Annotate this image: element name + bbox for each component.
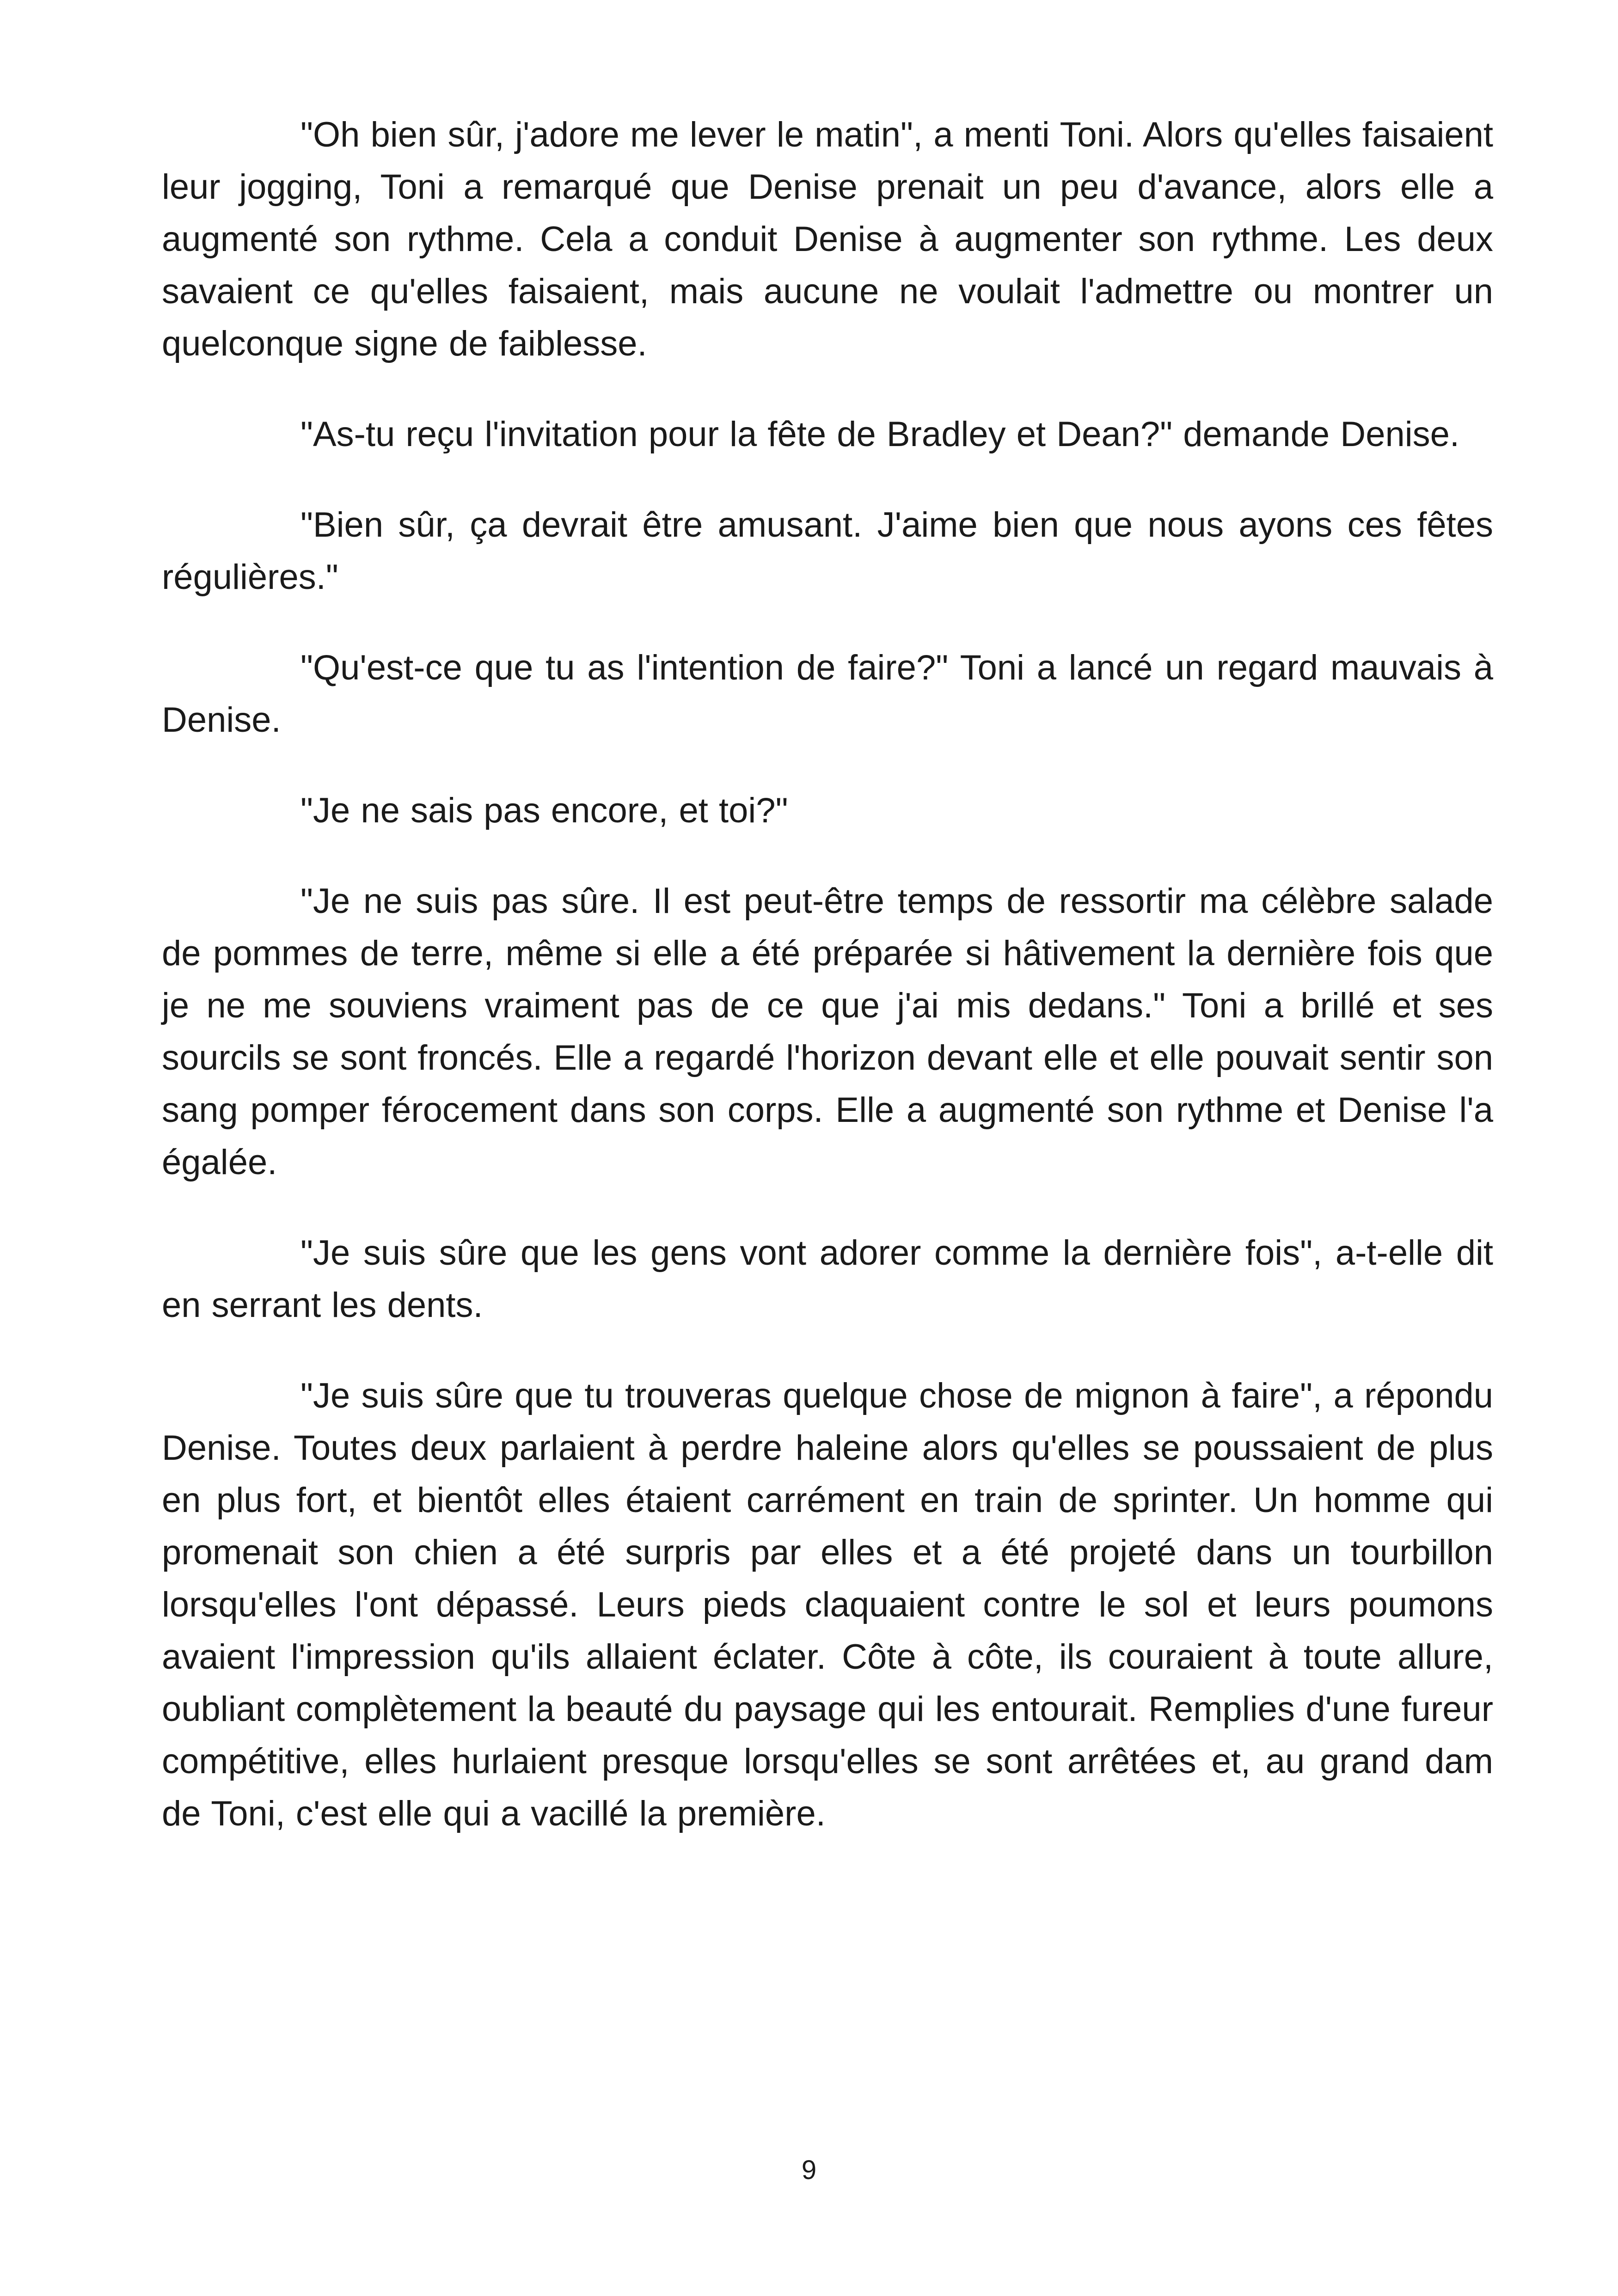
paragraph-5: "Je ne sais pas encore, et toi?"	[300, 791, 788, 830]
page-number: 9	[801, 2155, 817, 2185]
paragraph-7: "Je suis sûre que les gens vont adorer comme la dernière fois", a-t-elle dit en serrant les dents.	[162, 1233, 1493, 1325]
paragraph-8: "Je suis sûre que tu trouveras quelque chose de mignon à faire", a répondu Denise. Toutes deux parlaient à perdre haleine alors qu'elles se poussaient de plus en plus fort, et bientôt elles étaient carrément en train de sprinter. Un homme qui promenait son chien a été surpris par elles et a été projeté dans un tourbillon lorsqu'elles l'ont dépassé. Leurs pieds claquaient contre le sol et leurs poumons avaient l'impression qu'ils allaient éclater. Côte à côte, ils couraient à toute allure, oubliant complètement la beauté du paysage qui les entourait. Remplies d'une fureur compétitive, elles hurlaient presque lorsqu'elles se sont arrêtées et, au grand dam de Toni, c'est elle qui a vacillé la première.	[162, 1376, 1493, 1833]
paragraph-1: "Oh bien sûr, j'adore me lever le matin", a menti Toni. Alors qu'elles faisaient leur jogging, Toni a remarqué que Denise prenait un peu d'avance, alors elle a augmenté son rythme. Cela a conduit Denise à augmenter son rythme. Les deux savaient ce qu'elles faisaient, mais aucune ne voulait l'admettre ou montrer un quelconque signe de faiblesse.	[162, 115, 1493, 363]
paragraph-6: "Je ne suis pas sûre. Il est peut-être temps de ressortir ma célèbre salade de pommes de terre, même si elle a été préparée si hâtivement la dernière fois que je ne me souviens vraiment pas de ce que j'ai mis dedans." Toni a brillé et ses sourcils se sont froncés. Elle a regardé l'horizon devant elle et elle pouvait sentir son sang pomper férocement dans son corps. Elle a augmenté son rythme et Denise l'a égalée.	[162, 882, 1493, 1182]
paragraph-3: "Bien sûr, ça devrait être amusant. J'aime bien que nous ayons ces fêtes régulières."	[162, 505, 1493, 597]
paragraph-2: "As-tu reçu l'invitation pour la fête de Bradley et Dean?" demande Denise.	[300, 415, 1459, 454]
text-body	[162, 109, 1493, 1878]
paragraph-4: "Qu'est-ce que tu as l'intention de faire?" Toni a lancé un regard mauvais à Denise.	[162, 648, 1493, 740]
